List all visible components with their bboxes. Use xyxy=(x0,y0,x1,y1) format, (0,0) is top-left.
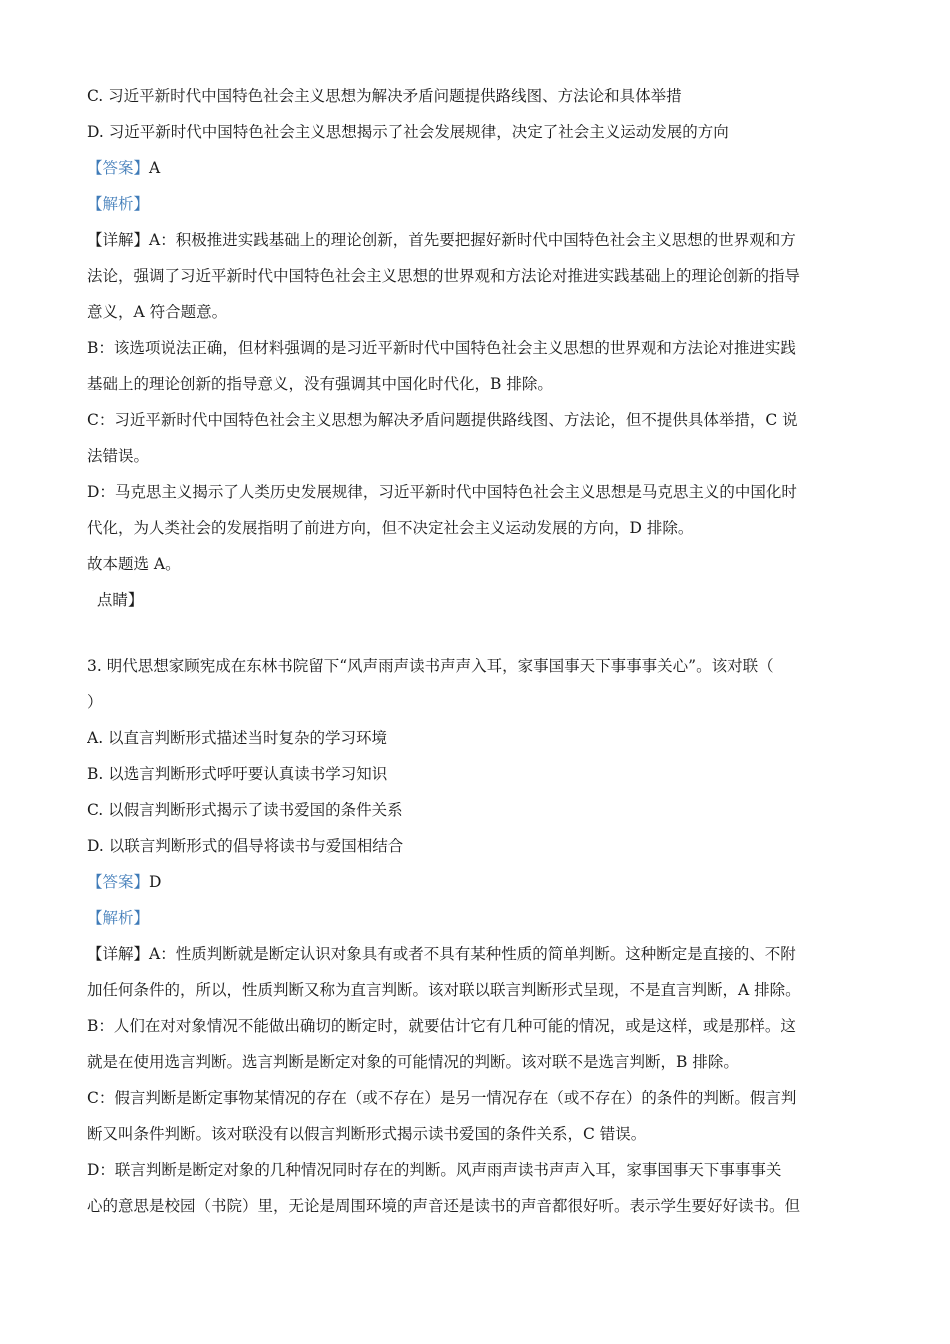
detail-line: 意义，A 符合题意。 xyxy=(87,303,228,321)
detail-line: 基础上的理论创新的指导意义，没有强调其中国化时代化，B 排除。 xyxy=(87,375,553,393)
detail-line: 【详解】A：性质判断就是断定认识对象具有或者不具有某种性质的简单判断。这种断定是直接的、不附 xyxy=(87,945,796,963)
analysis-tag: 【解析】 xyxy=(87,909,150,927)
detail-line: B：该选项说法正确，但材料强调的是习近平新时代中国特色社会主义思想的世界观和方法论对推进实践 xyxy=(87,339,796,357)
answer-line xyxy=(87,150,862,186)
question-3-stem: 3. 明代思想家顾宪成在东林书院留下“风声雨声读书声声入耳，家事国事天下事事事关心”。该对联（ xyxy=(87,657,774,675)
answer-value: D xyxy=(149,873,162,891)
option-b: B. 以选言判断形式呼吁要认真读书学习知识 xyxy=(87,765,388,783)
spacer xyxy=(87,618,862,644)
detail-line: C：假言判断是断定事物某情况的存在（或不存在）是另一情况存在（或不存在）的条件的判断。假言判 xyxy=(87,1089,797,1107)
detail-line: B：人们在对对象情况不能做出确切的断定时，就要估计它有几种可能的情况，或是这样，或是那样。这 xyxy=(87,1017,796,1035)
detail-line: 【详解】A：积极推进实践基础上的理论创新，首先要把握好新时代中国特色社会主义思想的世界观和方 xyxy=(87,231,796,249)
question-3-stem-cont: ） xyxy=(87,693,103,711)
detail-line: 断又叫条件判断。该对联没有以假言判断形式揭示读书爱国的条件关系，C 错误。 xyxy=(87,1125,647,1143)
analysis-tag: 【解析】 xyxy=(87,195,150,213)
option-a: A. 以直言判断形式描述当时复杂的学习环境 xyxy=(87,729,388,747)
conclusion-line: 故本题选 A。 xyxy=(87,555,181,573)
answer-value: A xyxy=(149,159,161,177)
detail-line: 心的意思是校园（书院）里，无论是周围环境的声音还是读书的声音都很好听。表示学生要好好读书。但 xyxy=(87,1197,801,1215)
option-d: D. 习近平新时代中国特色社会主义思想揭示了社会发展规律，决定了社会主义运动发展的方向 xyxy=(87,123,729,141)
answer-tag: 【答案】 xyxy=(87,159,150,177)
detail-line: 法错误。 xyxy=(87,447,150,465)
document-page xyxy=(87,78,862,1224)
detail-line: 代化，为人类社会的发展指明了前进方向，但不决定社会主义运动发展的方向，D 排除。 xyxy=(87,519,694,537)
detail-line: 加任何条件的，所以，性质判断又称为直言判断。该对联以联言判断形式呈现，不是直言判断，A 排除。 xyxy=(87,981,801,999)
answer-line xyxy=(87,864,862,900)
answer-tag: 【答案】 xyxy=(87,873,150,891)
detail-line: D：马克思主义揭示了人类历史发展规律，习近平新时代中国特色社会主义思想是马克思主义的中国化时 xyxy=(87,483,797,501)
detail-line: C：习近平新时代中国特色社会主义思想为解决矛盾问题提供路线图、方法论，但不提供具体举措，C 说 xyxy=(87,411,798,429)
option-c: C. 以假言判断形式揭示了读书爱国的条件关系 xyxy=(87,801,403,819)
detail-line: D：联言判断是断定对象的几种情况同时存在的判断。风声雨声读书声声入耳，家事国事天下事事事关 xyxy=(87,1161,782,1179)
option-c: C. 习近平新时代中国特色社会主义思想为解决矛盾问题提供路线图、方法论和具体举措 xyxy=(87,87,682,105)
option-d: D. 以联言判断形式的倡导将读书与爱国相结合 xyxy=(87,837,404,855)
dianjing-line: 点睛】 xyxy=(87,591,144,609)
detail-line: 就是在使用选言判断。选言判断是断定对象的可能情况的判断。该对联不是选言判断，B 排除。 xyxy=(87,1053,739,1071)
detail-line: 法论，强调了习近平新时代中国特色社会主义思想的世界观和方法论对推进实践基础上的理论创新的指导 xyxy=(87,267,801,285)
